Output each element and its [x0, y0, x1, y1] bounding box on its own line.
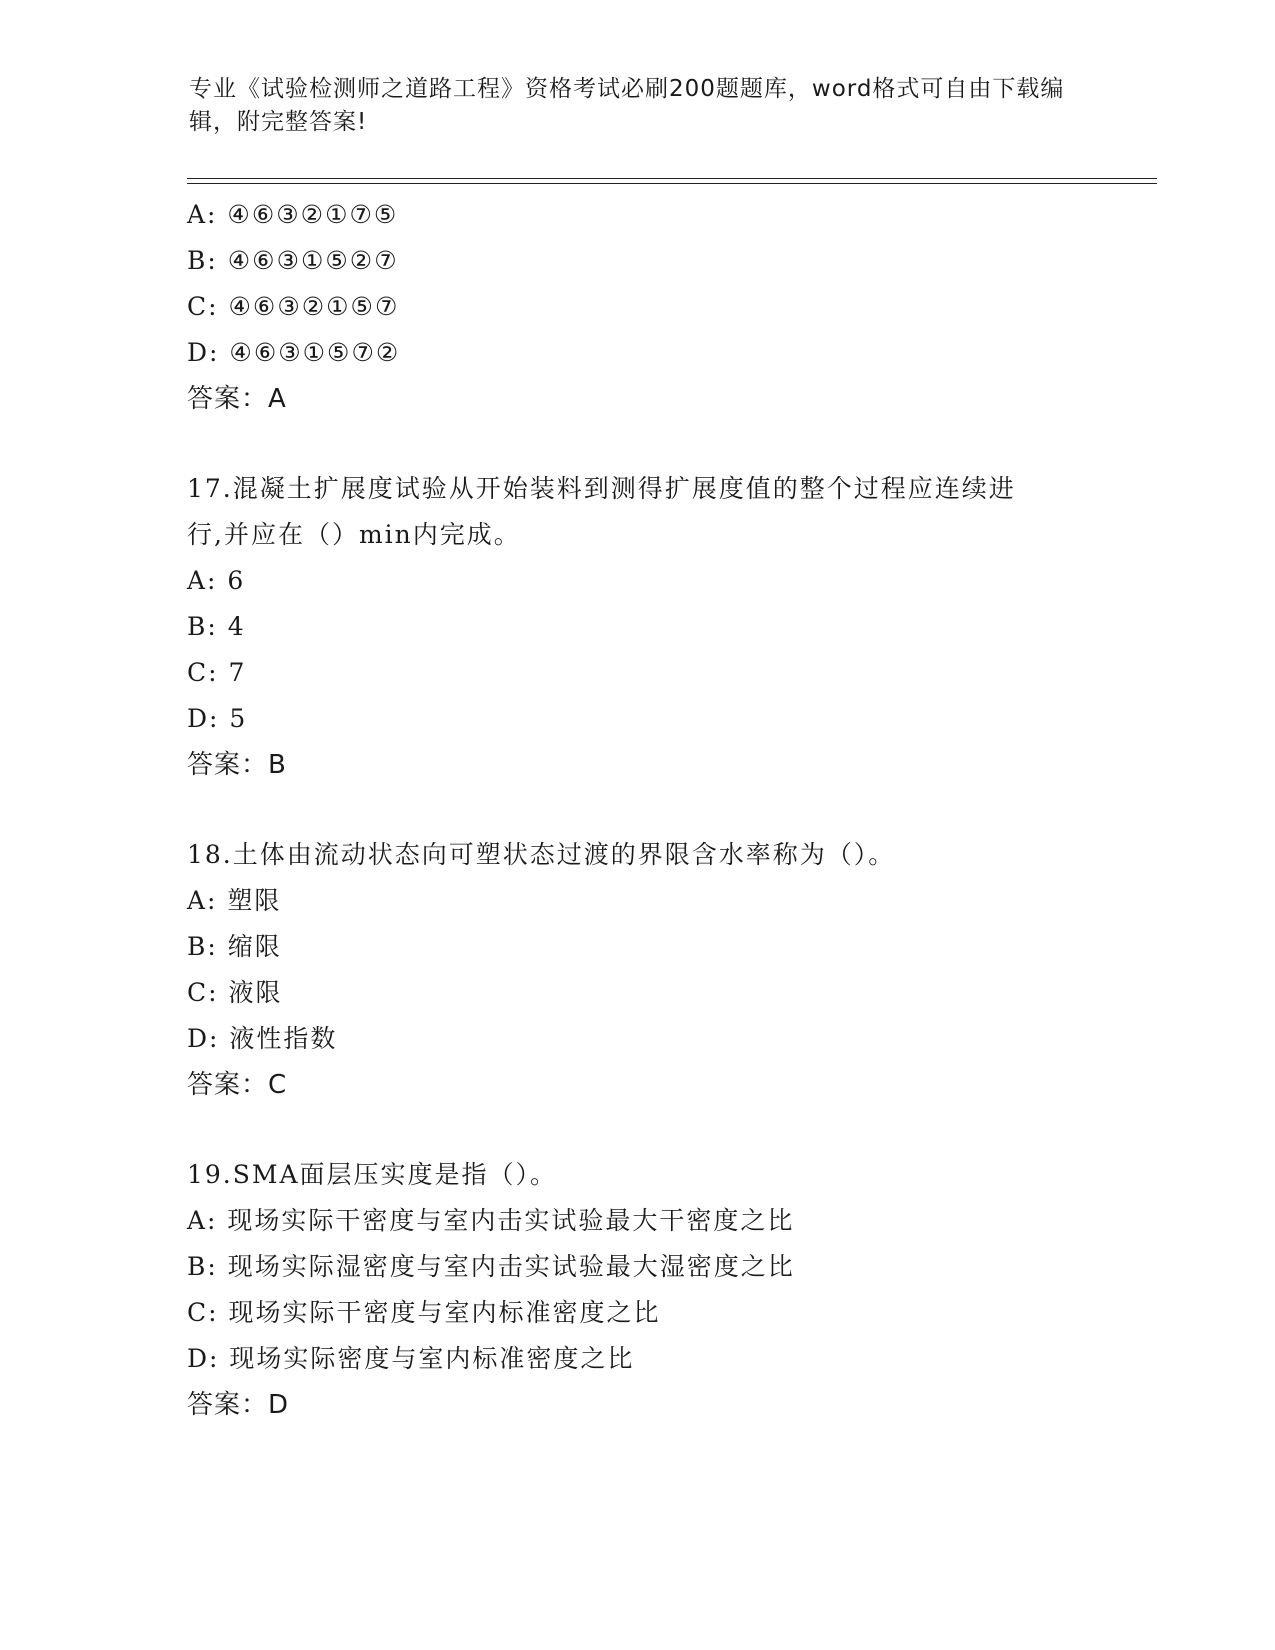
- option-c: C: 现场实际干密度与室内标准密度之比: [187, 1298, 661, 1327]
- option-c: C: 7: [187, 658, 247, 687]
- option-b: B: 4: [187, 612, 246, 641]
- question-19: [187, 1152, 1087, 1428]
- question-18: [187, 832, 1087, 1108]
- question-text: 17.混凝土扩展度试验从开始装料到测得扩展度值的整个过程应连续进: [187, 474, 1016, 503]
- option-a: A: 6: [187, 566, 246, 595]
- answer-line: 答案：D: [187, 1390, 290, 1420]
- option-c: C: ④⑥③②①⑤⑦: [187, 292, 400, 321]
- option-b: B: 现场实际湿密度与室内击实试验最大湿密度之比: [187, 1252, 795, 1281]
- answer-line: 答案：A: [187, 384, 287, 414]
- question-text-continued: 行,并应在（）min内完成。: [187, 520, 521, 549]
- option-a: A: ④⑥③②①⑦⑤: [187, 200, 399, 229]
- question-17: [187, 466, 1087, 788]
- header-divider-bottom: [187, 183, 1157, 184]
- document-header: 专业《试验检测师之道路工程》资格考试必刷200题题库，word格式可自由下载编辑，附完整答案!: [189, 76, 1065, 135]
- header-divider-top: [187, 178, 1157, 179]
- question-16-continued: [187, 192, 1087, 422]
- option-b: B: 缩限: [187, 932, 282, 961]
- option-d: D: 液性指数: [187, 1024, 338, 1053]
- option-a: A: 塑限: [187, 886, 282, 915]
- answer-line: 答案：B: [187, 750, 287, 780]
- question-list: [187, 192, 1087, 1428]
- option-d: D: 5: [187, 704, 248, 733]
- option-c: C: 液限: [187, 978, 283, 1007]
- option-a: A: 现场实际干密度与室内击实试验最大干密度之比: [187, 1206, 795, 1235]
- option-b: B: ④⑥③①⑤②⑦: [187, 246, 399, 275]
- question-text: 18.土体由流动状态向可塑状态过渡的界限含水率称为（）。: [187, 840, 896, 869]
- answer-line: 答案：C: [187, 1070, 288, 1100]
- option-d: D: ④⑥③①⑤⑦②: [187, 338, 401, 367]
- option-d: D: 现场实际密度与室内标准密度之比: [187, 1344, 635, 1373]
- question-text: 19.SMA面层压实度是指（）。: [187, 1160, 558, 1189]
